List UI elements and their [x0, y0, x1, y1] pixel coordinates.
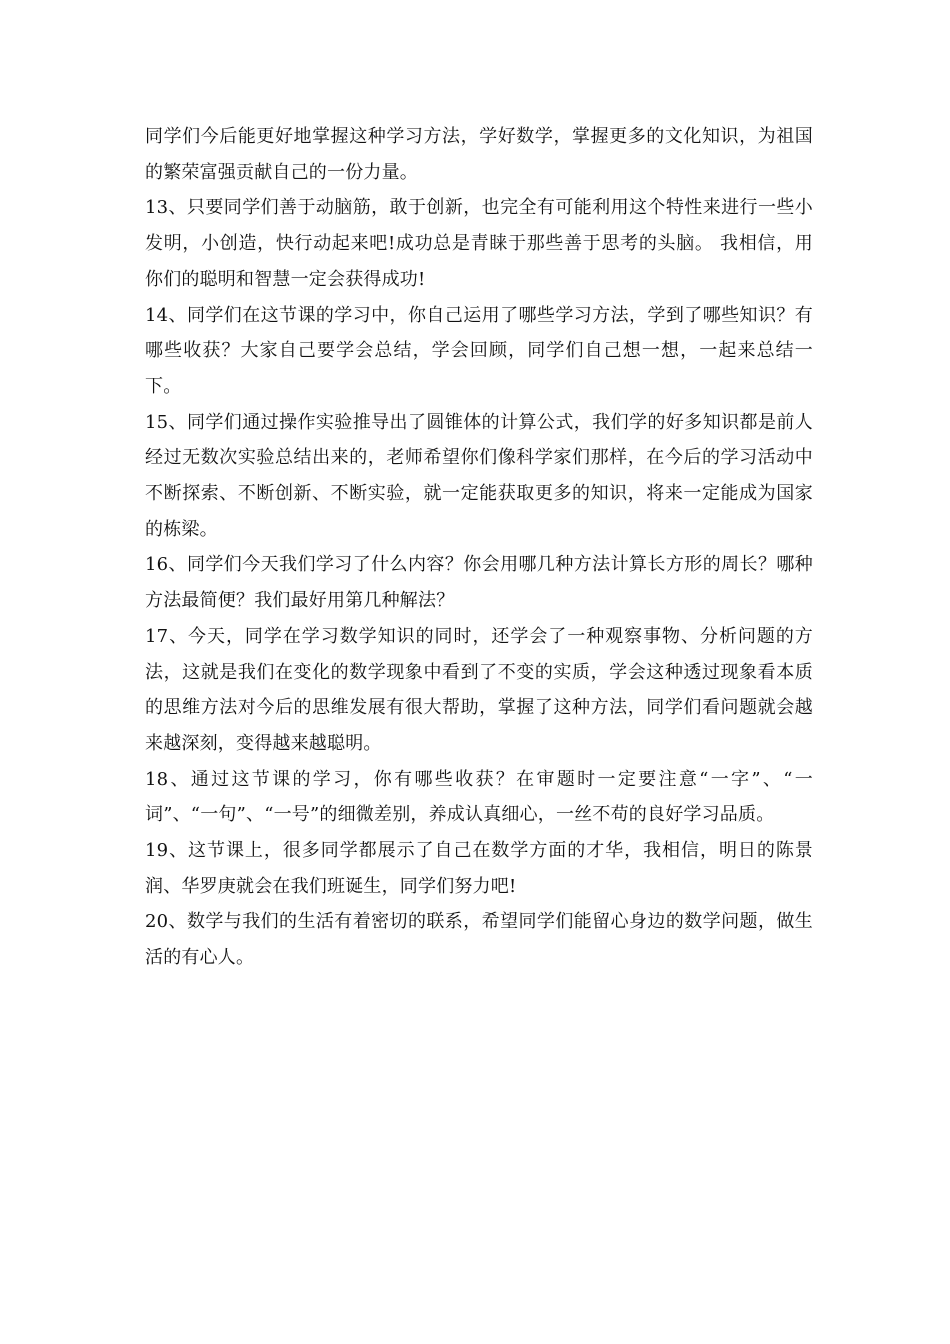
paragraph-13: 13、只要同学们善于动脑筋，敢于创新，也完全有可能利用这个特性来进行一些小发明，小创造，快行动起来吧!成功总是青睐于那些善于思考的头脑。 我相信，用你们的聪明和智慧一定会获得成功! [145, 197, 813, 290]
paragraph-17: 17、今天，同学在学习数学知识的同时，还学会了一种观察事物、分析问题的方法，这就是我们在变化的数学现象中看到了不变的实质，学会这种透过现象看本质的思维方法对今后的思维发展有很大帮助，掌握了这种方法，同学们看问题就会越来越深刻，变得越来越聪明。 [145, 625, 813, 754]
document-body [145, 119, 813, 976]
paragraph-18: 18、通过这节课的学习，你有哪些收获？在审题时一定要注意“一字”、“一词”、“一句”、“一号”的细微差别，养成认真细心，一丝不苟的良好学习品质。 [145, 768, 813, 826]
paragraph-16: 16、同学们今天我们学习了什么内容？你会用哪几种方法计算长方形的周长？哪种方法最简便？我们最好用第几种解法？ [145, 554, 813, 612]
paragraph-continuation: 同学们今后能更好地掌握这种学习方法，学好数学，掌握更多的文化知识，为祖国的繁荣富强贡献自己的一份力量。 [145, 126, 813, 183]
paragraph-20: 20、数学与我们的生活有着密切的联系，希望同学们能留心身边的数学问题，做生活的有心人。 [145, 911, 813, 969]
paragraph-14: 14、同学们在这节课的学习中，你自己运用了哪些学习方法，学到了哪些知识？有哪些收获？大家自己要学会总结，学会回顾，同学们自己想一想，一起来总结一下。 [145, 304, 813, 397]
paragraph-19: 19、这节课上，很多同学都展示了自己在数学方面的才华，我相信，明日的陈景润、华罗庚就会在我们班诞生，同学们努力吧! [145, 840, 813, 897]
paragraph-15: 15、同学们通过操作实验推导出了圆锥体的计算公式，我们学的好多知识都是前人经过无数次实验总结出来的，老师希望你们像科学家们那样，在今后的学习活动中不断探索、不断创新、不断实验，就一定能获取更多的知识，将来一定能成为国家的栋梁。 [145, 411, 813, 540]
